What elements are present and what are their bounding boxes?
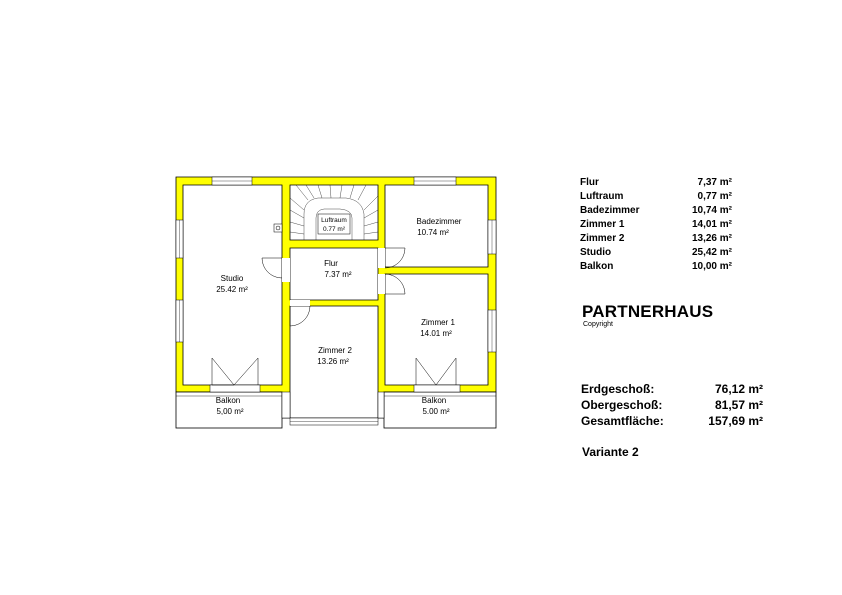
list-item (581, 413, 763, 429)
area-value: 10,74 m² (691, 205, 732, 216)
totals-list (581, 381, 763, 429)
room-label-badezimmer: Badezimmer (416, 217, 462, 226)
room-area-badezimmer: 10.74 m² (417, 228, 449, 237)
room-area-balkon-right: 5.00 m² (422, 407, 450, 416)
area-list (580, 176, 732, 274)
list-item (580, 232, 732, 246)
room-label-zimmer2: Zimmer 2 (318, 346, 352, 355)
room-label-studio: Studio (220, 274, 244, 283)
room-area-studio: 25.42 m² (216, 285, 248, 294)
total-value: 76,12 m² (714, 382, 763, 396)
page-title: PARTNERHAUS (582, 302, 714, 321)
room-area-zimmer1: 14.01 m² (420, 329, 452, 338)
area-value: 7,37 m² (697, 177, 732, 188)
list-item (580, 176, 732, 190)
list-item (580, 246, 732, 260)
room-label-flur: Flur (324, 259, 338, 268)
total-name: Gesamtfläche: (581, 414, 664, 428)
total-value: 81,57 m² (714, 398, 763, 412)
area-name: Balkon (580, 261, 614, 272)
area-value: 0,77 m² (697, 191, 732, 202)
copyright-note: Copyright (583, 321, 613, 328)
area-name: Studio (580, 247, 612, 258)
room-label-balkon-right: Balkon (421, 396, 447, 405)
area-name: Luftraum (580, 191, 624, 202)
list-item (581, 381, 763, 397)
room-area-balkon-left: 5,00 m² (216, 407, 244, 416)
list-item (580, 190, 732, 204)
room-label-balkon-left: Balkon (215, 396, 241, 405)
list-item (581, 397, 763, 413)
total-name: Obergeschoß: (581, 398, 663, 412)
list-item (580, 218, 732, 232)
total-value: 157,69 m² (708, 414, 763, 428)
area-value: 10,00 m² (691, 261, 732, 272)
list-item (580, 204, 732, 218)
total-name: Erdgeschoß: (581, 382, 655, 396)
area-name: Flur (580, 177, 599, 188)
room-label-zimmer1: Zimmer 1 (421, 318, 455, 327)
area-value: 13,26 m² (691, 233, 732, 244)
area-value: 14,01 m² (691, 219, 732, 230)
room-area-luftraum: 0.77 m² (322, 226, 346, 233)
room-label-luftraum: Luftraum (321, 217, 347, 224)
chimney (274, 224, 282, 232)
area-value: 25,42 m² (691, 247, 732, 258)
list-item (580, 260, 732, 274)
variant-label: Variante 2 (582, 445, 639, 459)
room-area-zimmer2: 13.26 m² (317, 357, 349, 366)
area-name: Badezimmer (580, 205, 640, 216)
area-name: Zimmer 2 (580, 233, 625, 244)
walls (176, 177, 496, 418)
room-area-flur: 7.37 m² (324, 270, 352, 279)
area-name: Zimmer 1 (580, 219, 625, 230)
